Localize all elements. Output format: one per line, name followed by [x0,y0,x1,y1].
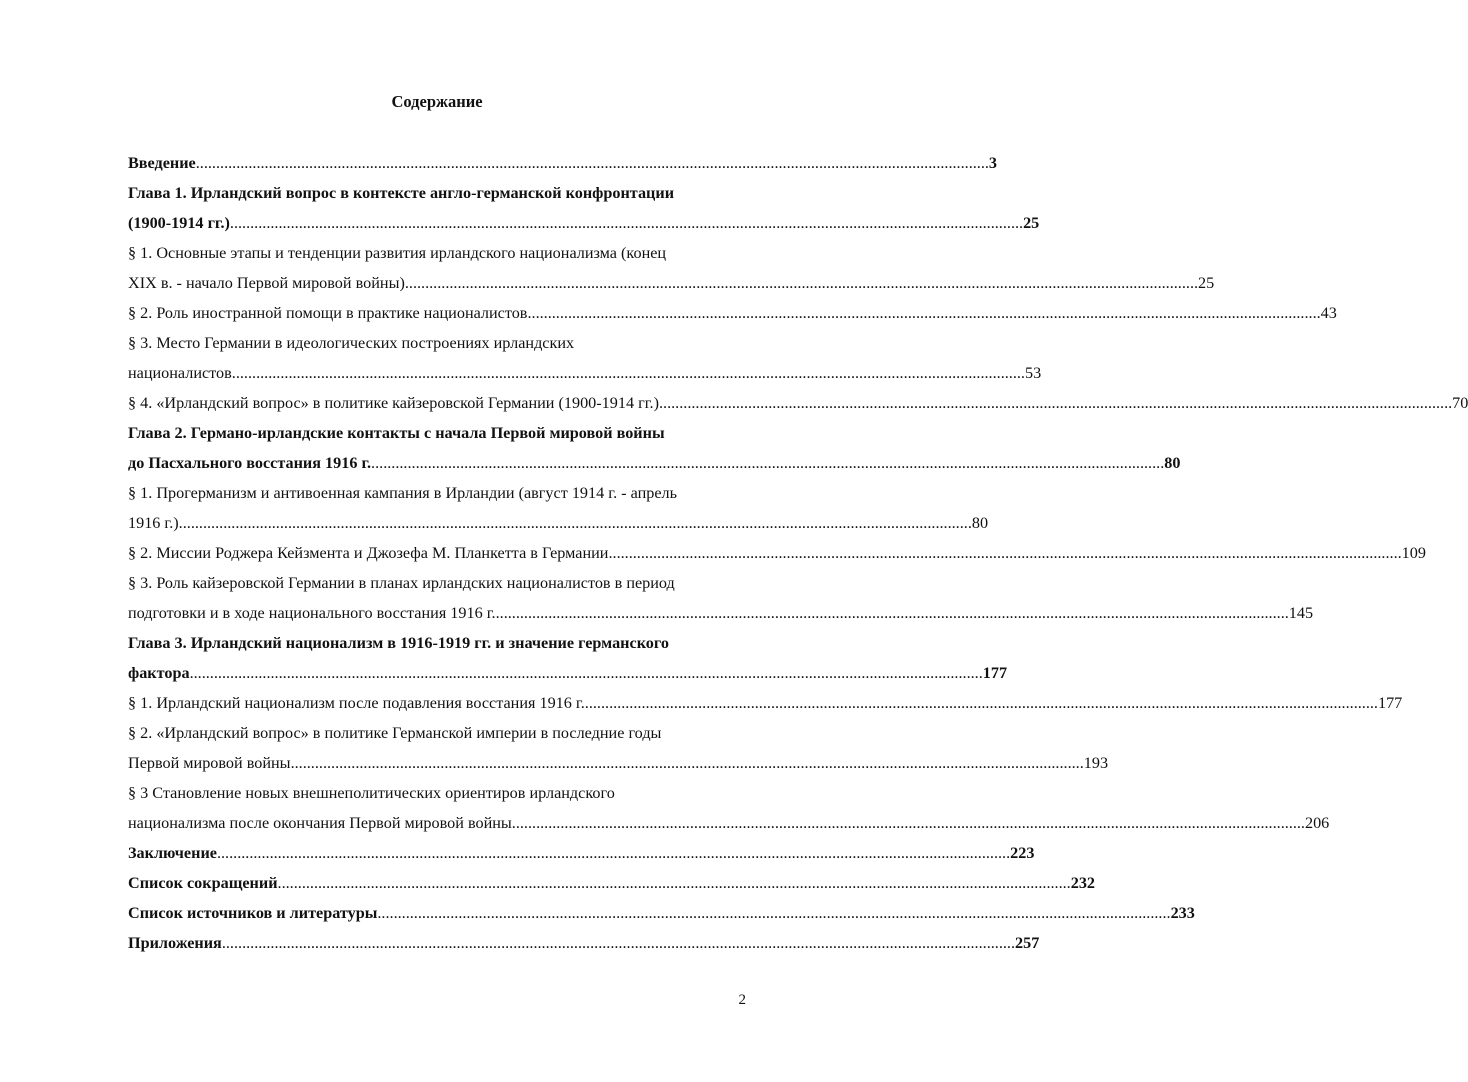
toc-entry-text: Введение [128,154,196,172]
toc-entry [128,448,1181,478]
toc-entry-text: (1900-1914 гг.) [128,214,230,232]
toc-entry [128,388,1468,418]
toc-entry [128,838,1035,868]
toc-entry-text: Глава 3. Ирландский национализм в 1916-1919 гг. и значение германского [128,634,669,652]
toc-leader-dots: .................................................................................................................................................................................................... [216,844,1011,862]
toc-entry-text: § 3 Становление новых внешнеполитических ориентиров ирландского [128,784,615,802]
toc-entry [128,178,748,208]
toc-leader-dots: .................................................................................................................................................................................................... [404,274,1199,292]
toc-entry [128,418,748,448]
toc-entry-page: 145 [1288,604,1314,622]
toc-entry-text: § 1. Ирландский национализм после подавления восстания 1916 г. [128,694,585,712]
toc-entry [128,898,1195,928]
toc-entry-text: Список сокращений [128,874,278,892]
toc-entry [128,658,1008,688]
toc-leader-dots: .................................................................................................................................................................................................... [221,934,1016,952]
toc-entry [128,358,1042,388]
toc-entry [128,748,1109,778]
toc-entry-page: 177 [982,664,1008,682]
toc-entry-text: § 1. Основные этапы и тенденции развития ирландского национализма (конец [128,244,667,262]
toc-entry-text: националистов [128,364,232,382]
toc-entry-text: Глава 2. Германо-ирландские контакты с начала Первой мировой войны [128,424,665,442]
toc-entry [128,508,989,538]
toc-entry-page: 177 [1377,694,1403,712]
toc-entry-page: 53 [1024,364,1042,382]
toc-entry-text: § 2. Миссии Роджера Кейзмента и Джозефа М. Планкетта в Германии [128,544,609,562]
toc-leader-dots: .................................................................................................................................................................................................... [584,694,1378,712]
toc-entry [128,568,748,598]
toc-entry-text: фактора [128,664,190,682]
toc-leader-dots: .................................................................................................................................................................................................... [195,154,989,172]
toc-leader-dots: .................................................................................................................................................................................................... [231,364,1025,382]
toc-entry [128,718,748,748]
toc-entry-text: Глава 1. Ирландский вопрос в контексте англо-германской конфронтации [128,184,675,202]
toc-entry [128,688,1403,718]
toc-entry-page: 80 [971,514,989,532]
toc-entry-page: 43 [1320,304,1337,322]
toc-entry-text: § 3. Место Германии в идеологических построениях ирландских [128,334,575,352]
toc-entry-page: 206 [1304,814,1330,832]
toc-leader-dots: .................................................................................................................................................................................................... [277,874,1071,892]
toc-entry [128,298,1337,328]
toc-entry-text: Список источников и литературы [128,904,378,922]
toc-entry-text: § 4. «Ирландский вопрос» в политике кайзеровской Германии (1900-1914 гг.) [128,394,659,412]
toc-entry-text: 1916 г.) [128,514,179,532]
toc-entry-text: подготовки и в ходе национального восстания 1916 г. [128,604,496,622]
page-number: 2 [738,992,746,1008]
toc-entry-text: XIX в. - начало Первой мировой войны) [128,274,405,292]
toc-entry-text: Приложения [128,934,222,952]
toc-entry-page: 233 [1170,904,1195,922]
toc-entry [128,778,748,808]
toc-entry-page: 70 [1452,394,1468,412]
toc-leader-dots: .................................................................................................................................................................................................... [229,214,1024,232]
toc-entry-page: 193 [1083,754,1109,772]
toc-leader-dots: .................................................................................................................................................................................................... [527,304,1321,322]
page-title: Содержание [391,92,483,111]
toc-entry-page: 80 [1164,454,1181,472]
toc-entry-page: 232 [1070,874,1095,892]
toc-entry [128,208,1040,238]
toc-leader-dots: .................................................................................................................................................................................................... [511,814,1305,832]
toc-entry-text: до Пасхального восстания 1916 г. [128,454,372,472]
toc-entry-page: 25 [1198,274,1215,292]
toc-entry [128,268,1215,298]
toc-entry [128,598,1314,628]
toc-entry [128,148,998,178]
toc-entry-text: § 2. «Ирландский вопрос» в политике Германской империи в последние годы [128,724,662,742]
toc-leader-dots: .................................................................................................................................................................................................... [178,514,972,532]
toc-entry-page: 223 [1010,844,1035,862]
toc-leader-dots: .................................................................................................................................................................................................... [495,604,1289,622]
toc-entry-text: Первой мировой войны [128,754,291,772]
toc-entry-page: 109 [1401,544,1426,562]
toc-entry-page: 25 [1023,214,1040,232]
toc-entry-text: § 1. Прогерманизм и антивоенная кампания в Ирландии (август 1914 г. - апрель [128,484,677,502]
toc-entry [128,808,1330,838]
table-of-contents [128,148,1468,958]
toc-entry [128,538,1426,568]
toc-leader-dots: .................................................................................................................................................................................................... [189,664,983,682]
toc-leader-dots: .................................................................................................................................................................................................... [377,904,1171,922]
toc-leader-dots: .................................................................................................................................................................................................... [608,544,1402,562]
toc-entry-text: § 2. Роль иностранной помощи в практике националистов [128,304,528,322]
toc-entry [128,238,748,268]
toc-entry [128,928,1040,958]
toc-entry-text: национализма после окончания Первой мировой войны [128,814,512,832]
toc-leader-dots: .................................................................................................................................................................................................... [658,394,1453,412]
toc-entry-page: 3 [988,154,998,172]
toc-entry [128,868,1095,898]
toc-entry-text: § 3. Роль кайзеровской Германии в планах ирландских националистов в период [128,574,675,592]
toc-entry [128,628,748,658]
toc-entry-page: 257 [1015,934,1040,952]
toc-leader-dots: .................................................................................................................................................................................................... [290,754,1084,772]
toc-entry-text: Заключение [128,844,217,862]
toc-entry [128,478,748,508]
toc-entry [128,328,748,358]
toc-leader-dots: .................................................................................................................................................................................................... [371,454,1165,472]
